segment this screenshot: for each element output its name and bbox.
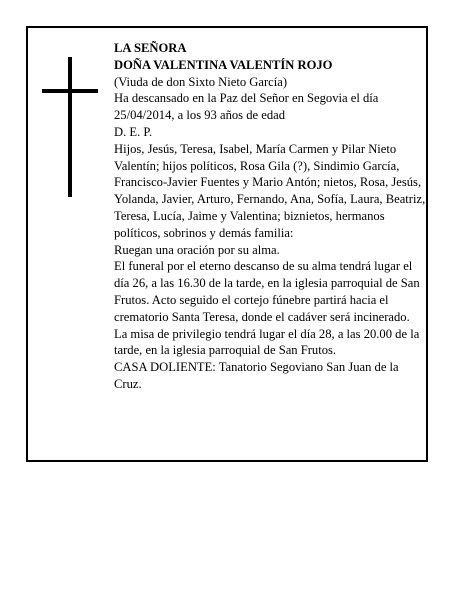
cross-horizontal-bar <box>42 89 98 93</box>
deceased-name: DOÑA VALENTINA VALENTÍN ROJO <box>114 57 333 72</box>
funeral-details: El funeral por el eterno descanso de su alma tendrá lugar el día 26, a las 16.30 de la tarde, en la iglesia parroquial de San Frutos. Acto seguido el cortejo fúnebre partirá hacia el crematorio Santa Teresa, donde el cadáver será incinerado. La misa de privilegio tendrá lugar el día 28, a las 20.00 de la tarde, en la iglesia parroquial de San Frutos. <box>114 259 420 358</box>
cross-vertical-bar <box>68 57 72 197</box>
rip-line: D. E. P. <box>114 124 153 139</box>
notice-text <box>114 40 426 393</box>
notice-title: LA SEÑORA <box>114 41 187 55</box>
family-list: Hijos, Jesús, Teresa, Isabel, María Carmen y Pilar Nieto Valentín; hijos políticos, Rosa Gila (?), Sindimio García, Francisco-Javier Fuentes y Mario Antón; nietos, Rosa, Jesús, Yolanda, Javier, Arturo, Fernando, Ana, Sofía, Laura, Beatriz, Teresa, Lucía, Jaime y Valentina; biznietos, hermanos políticos, sobrinos y demás familia: <box>114 141 426 240</box>
widow-of-line: (Viuda de don Sixto Nieto García) <box>114 74 288 89</box>
death-statement: Ha descansado en la Paz del Señor en Segovia el día 25/04/2014, a los 93 años de edad <box>114 91 379 123</box>
prayer-request: Ruegan una oración por su alma. <box>114 242 280 257</box>
obituary-notice <box>26 26 428 462</box>
mourning-house: CASA DOLIENTE: Tanatorio Segoviano San Juan de la Cruz. <box>114 360 399 391</box>
